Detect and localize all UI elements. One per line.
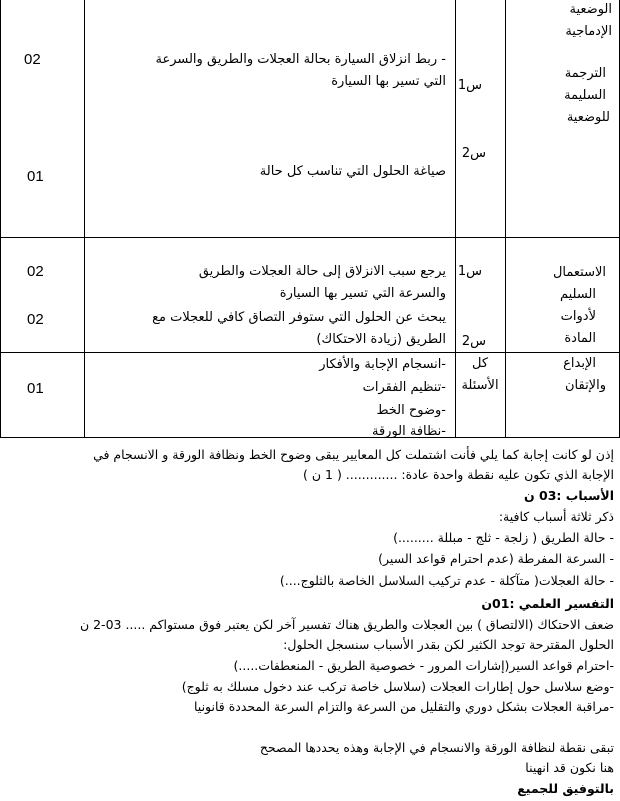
row1-question-2: س2 (461, 146, 486, 161)
row1-answer1-line-1: - ربط انزلاق السيارة بحالة العجلات والطريق والسرعة (155, 52, 446, 67)
row3-question-line-1: كل (471, 356, 489, 371)
intro-line-1: إذن لو كانت إجابة كما يلي فأنت اشتملت كل المعايير يبقى وضوح الخط ونظافة الورقة و الانسجام في (93, 447, 614, 462)
table-divider-score (84, 0, 85, 437)
scientific-line-5: -مراقبة العجلات بشكل دوري والتقليل من السرعة والتزام السرعة المحددة قانونيا (193, 699, 614, 714)
table-row-divider-1 (0, 237, 620, 238)
row3-criterion-line-2: والإتقان (564, 378, 606, 393)
table-border-bottom (0, 437, 620, 438)
table-border-left (0, 0, 1, 437)
scientific-heading: التفسير العلمي :01ن (481, 596, 614, 611)
causes-line-3: - السرعة المفرطة (عدم احترام قواعد السير) (378, 551, 614, 566)
intro-line-2: الإجابة الذي تكون عليه نقطة واحدة عادة: ............. ( 1 ن ) (303, 467, 614, 482)
closing-line-1: تبقى نقطة لنظافة الورقة والانسجام في الإجابة وهذه يحددها المصحح (259, 740, 614, 755)
signoff: بالتوفيق للجميع (517, 781, 614, 796)
row1-criterion2-line-2: السليمة (564, 88, 606, 103)
row2-criterion-line-3: لأدوات (560, 309, 596, 324)
closing-line-2: هنا نكون قد انهينا (525, 760, 614, 775)
causes-line-2: - حالة الطريق ( زلجة - ثلج - مبللة .........) (393, 530, 614, 545)
causes-heading: الأسباب :03 ن (523, 488, 614, 503)
row1-criterion2-line-3: للوضعية (566, 110, 610, 125)
scientific-line-1: ضعف الاحتكاك (الالتصاق ) بين العجلات والطريق هناك تفسير آخر لكن يعتبر فوق مستواكم ..... 03-2 ن (79, 617, 614, 632)
row3-answer-line-3: -وضوح الخط (376, 403, 446, 418)
table-row-divider-2 (0, 352, 620, 353)
row2-criterion-line-2: السليم (559, 287, 596, 302)
row1-score-1: 02 (24, 51, 41, 68)
row2-question-2: س2 (461, 334, 486, 349)
row3-answer-line-2: -تنظيم الفقرات (362, 380, 446, 395)
scientific-line-3: -احترام قواعد السير(إشارات المرور - خصوصية الطريق - المنعطفات.....) (233, 658, 614, 673)
row2-score-1: 02 (27, 263, 44, 280)
row3-criterion-line-1: الإبداع (563, 356, 596, 371)
causes-line-4: - حالة العجلات( متآكلة - عدم تركيب السلاسل الخاصة بالثلوج....) (279, 573, 614, 588)
row1-question-1: س1 (457, 78, 482, 93)
table-divider-criterion (505, 0, 506, 437)
row1-criterion-line-2: الإدماجية (565, 24, 612, 39)
row2-score-2: 02 (27, 311, 44, 328)
row2-answer1-line-2: والسرعة التي تسير بها السيارة (279, 286, 446, 301)
scientific-line-4: -وضع سلاسل حول إطارات العجلات (سلاسل خاصة تركب عند دخول مسلك به ثلوج) (181, 679, 614, 694)
row2-question-1: س1 (457, 264, 482, 279)
row1-answer1-line-2: التي تسير بها السيارة (331, 74, 446, 89)
row1-criterion2-line-1: الترجمة (564, 66, 606, 81)
row1-answer2-line-1: صياغة الحلول التي تناسب كل حالة (259, 164, 446, 179)
row3-question-line-2: الأسئلة (461, 378, 499, 393)
row2-answer2-line-1: يبحث عن الحلول التي ستوفر التصاق كافي للعجلات مع (152, 310, 446, 325)
row2-criterion-line-1: الاستعمال (552, 265, 606, 280)
scientific-line-2: الحلول المقترحة توجد الكثير لكن بقدر الأسباب سنسجل الحلول: (283, 637, 614, 652)
row3-answer-line-4: -نظافة الورقة (371, 424, 446, 439)
row2-answer2-line-2: الطريق (زيادة الاحتكاك) (316, 332, 446, 347)
row3-score: 01 (27, 380, 44, 397)
row3-answer-line-1: -انسجام الإجابة والأفكار (319, 357, 446, 372)
causes-line-1: ذكر ثلاثة أسباب كافية: (498, 509, 614, 524)
row1-criterion-line-1: الوضعية (569, 2, 612, 17)
row2-answer1-line-1: يرجع سبب الانزلاق إلى حالة العجلات والطريق (198, 264, 446, 279)
row2-criterion-line-4: المادة (564, 331, 596, 346)
row1-score-2: 01 (27, 168, 44, 185)
